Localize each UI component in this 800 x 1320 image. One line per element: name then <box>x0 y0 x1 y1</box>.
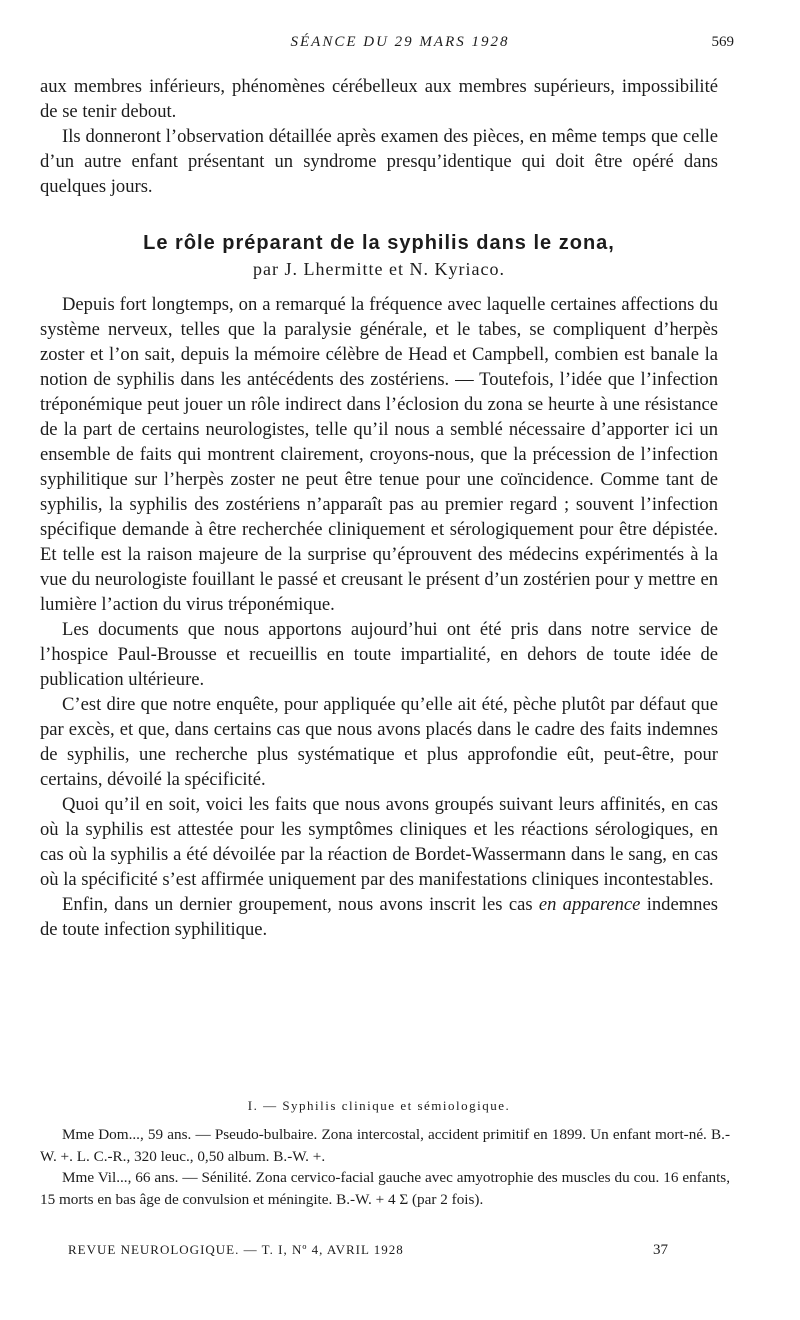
intro-paragraph-2: Ils donneront l’observation détaillée après examen des pièces, en même temps que celle d’un autre enfant présentant un syndrome presqu’identique qui doit être opéré dans quelques jours. <box>40 126 718 197</box>
body-paragraph-3: C’est dire que notre enquête, pour appliquée qu’elle ait été, pèche plutôt par défaut que par excès, et que, dans certains cas que nous avons placés dans le cadre des faits indemnes de syphilis, une recherche plus systématique et plus approfondie eût, peut-être, pour certains, dévoilé la spécificité. <box>40 694 718 790</box>
page-footer <box>68 1242 668 1258</box>
body-paragraph-4: Quoi qu’il en soit, voici les faits que nous avons groupés suivant leurs affinités, en cas où la syphilis est attestée pour les symptômes cliniques et les réactions sérologiques, en cas où la syphilis a été dévoilée par la réaction de Bordet-Wassermann dans le sang, en cas où la spécificité s’est affirmée uniquement par des manifestations cliniques incontestables. <box>40 794 718 890</box>
body-paragraph-5 <box>40 892 718 942</box>
page-number: 569 <box>711 34 734 50</box>
journal-reference: REVUE NEUROLOGIQUE. — T. I, Nº 4, AVRIL 1928 <box>68 1242 404 1257</box>
case-list <box>40 1124 730 1210</box>
last-paragraph-end: indemnes de toute infection syphilitique. <box>40 894 718 940</box>
body-paragraph-1: Depuis fort longtemps, on a remarqué la fréquence avec laquelle certaines affections du système nerveux, telles que la paralysie générale, et le tabes, se compliquent d’herpès zoster et l’on sait, depuis la mémoire célèbre de Head et Campbell, combien est banale la notion de syphilis dans les antécédents des zostériens. — Toutefois, l’idée que l’infection tréponémique peut jouer un rôle indirect dans l’éclosion du zona se heurte à une résistance de la part de certains neurologistes, telle qu’il nous a semblé nécessaire d’apporter ici un ensemble de faits qui montrent clairement, croyons-nous, que la précession de l’infection syphilitique sur l’herpès zoster ne peut être tenue pour une coïncidence. Comme tant de syphilis, la syphilis des zostériens n’apparaît pas au premier regard ; souvent l’infection spécifique demande à être recherchée cliniquement et sérologiquement pour être dépistée. Et telle est la raison majeure de la surprise qu’éprouvent des médecins expérimentés à la vue du neurologiste fouillant le passé et creusant le présent d’un zostérien pour y mettre en lumière l’action du virus tréponémique. <box>40 294 718 615</box>
running-header <box>0 34 800 58</box>
section-heading: I. — Syphilis clinique et sémiologique. <box>247 1098 511 1113</box>
intro-text <box>40 74 718 199</box>
case-entry: Mme Vil..., 66 ans. — Sénilité. Zona cervico-facial gauche avec amyotrophie des muscles du cou. 16 enfants, 15 morts en bas âge de convulsion et méningite. B.-W. + 4 Σ (par 2 fois). <box>40 1169 730 1208</box>
case-entry: Mme Dom..., 59 ans. — Pseudo-bulbaire. Zona intercostal, accident primitif en 1899. Un enfant mort-né. B.-W. +. L. C.-R., 320 leuc., 0,50 album. B.-W. +. <box>40 1126 730 1165</box>
last-paragraph-italic: en apparence <box>538 894 641 915</box>
sheet-number: 37 <box>653 1242 668 1258</box>
article-body <box>40 292 718 942</box>
running-title: SÉANCE DU 29 MARS 1928 <box>290 34 510 50</box>
intro-paragraph-1: aux membres inférieurs, phénomènes cérébelleux aux membres supérieurs, impossibilité de se tenir debout. <box>40 76 718 122</box>
article-title: Le rôle préparant de la syphilis dans le zona, <box>143 232 615 254</box>
body-paragraph-2: Les documents que nous apportons aujourd’hui ont été pris dans notre service de l’hospice Paul-Brousse et recueillis en toute impartialité, en dehors de toute idée de publication ultérieure. <box>40 619 718 690</box>
last-paragraph-start: Enfin, dans un dernier groupement, nous avons inscrit les cas <box>62 894 539 915</box>
article-authors: par J. Lhermitte et N. Kyriaco. <box>253 259 505 279</box>
